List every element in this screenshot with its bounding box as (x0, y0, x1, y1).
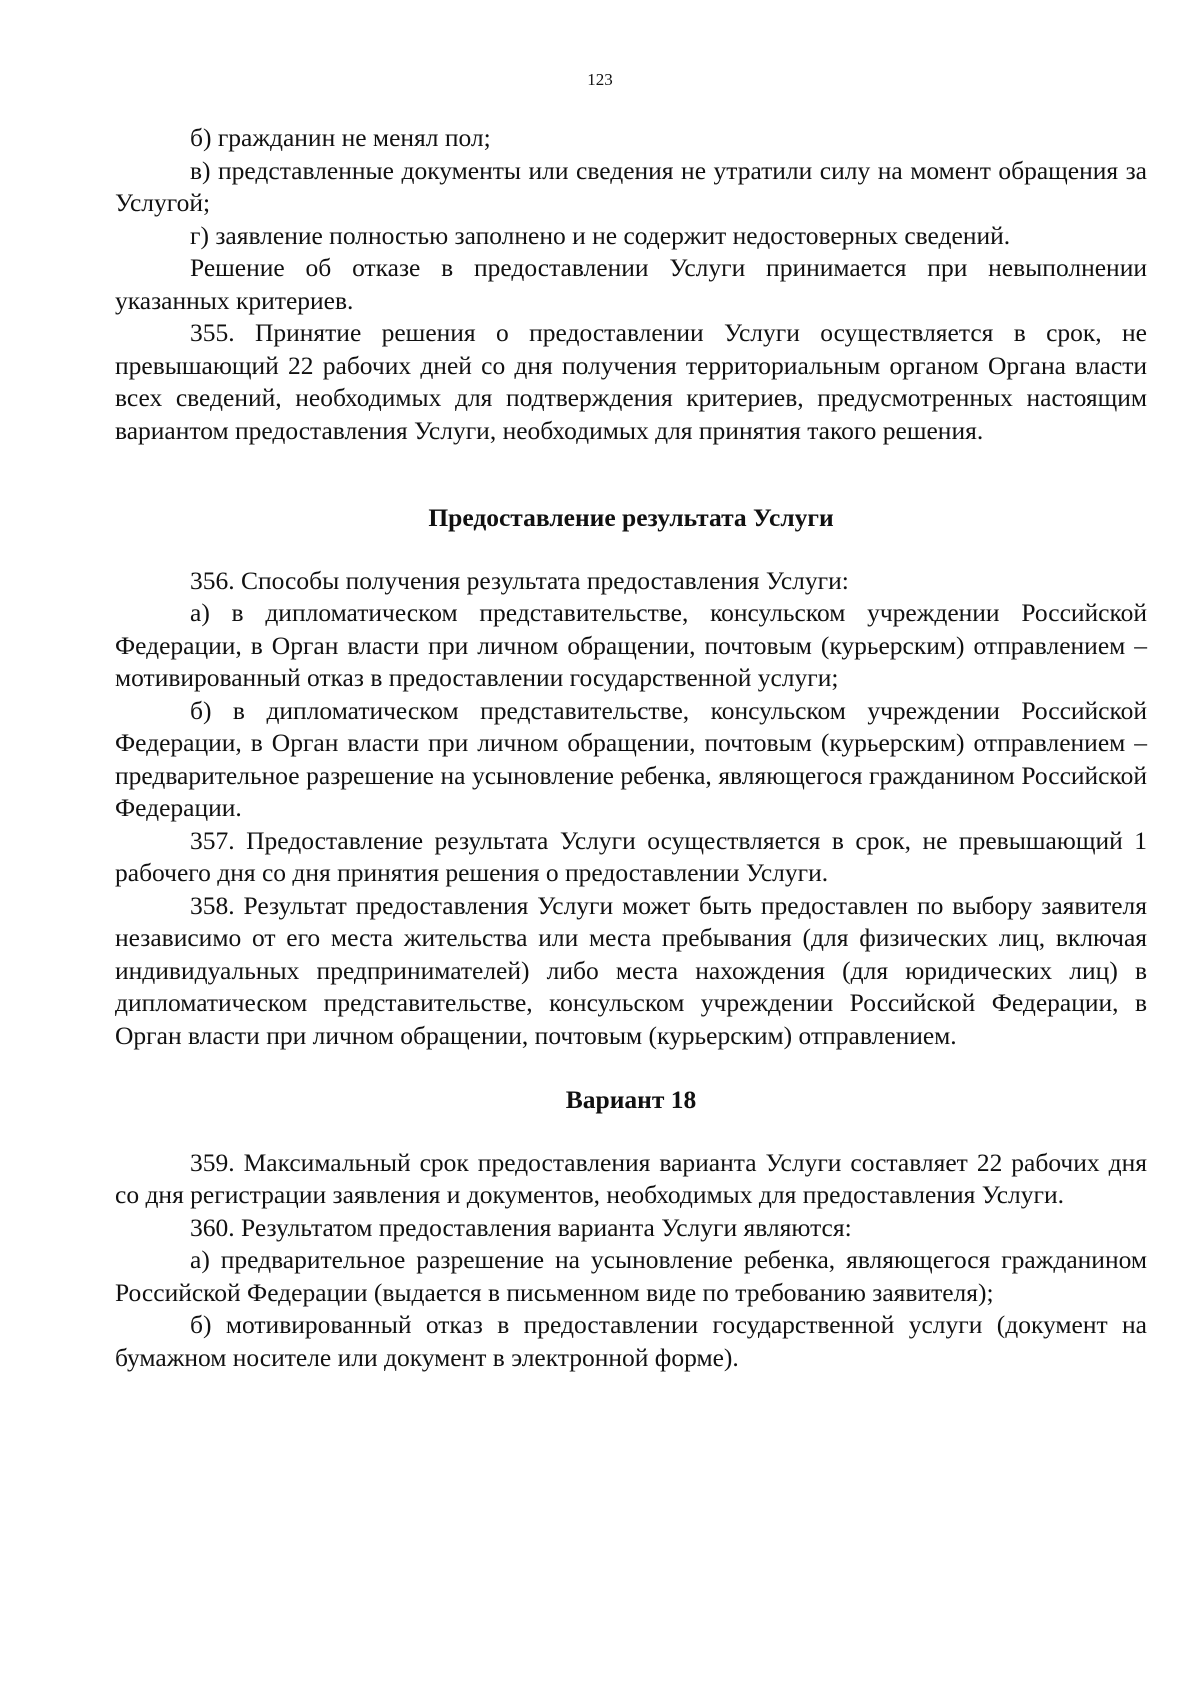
paragraph-v-documents-valid: в) представленные документы или сведения не утратили силу на момент обращения за Услугой; (115, 155, 1147, 217)
document-body (115, 122, 1147, 1374)
paragraph-357: 357. Предоставление результата Услуги осуществляется в срок, не превышающий 1 рабочего дня со дня принятия решения о предоставлении Услуги. (115, 825, 1147, 887)
section-heading-variant-18: Вариант 18 (565, 1085, 697, 1114)
paragraph-360-b: б) мотивированный отказ в предоставлении государственной услуги (документ на бумажном носителе или документ в электронной форме). (115, 1310, 1147, 1372)
paragraph-356: 356. Способы получения результата предоставления Услуги: (190, 565, 849, 595)
paragraph-358: 358. Результат предоставления Услуги может быть предоставлен по выбору заявителя независимо от его места жительства или места пребывания (для физических лиц, включая индивидуальных предпринимателей) либо места нахождения (для юридических лиц) в дипломатическом представительстве, консульском учреждении Российской Федерации, в Орган власти при личном обращении, почтовым (курьерским) отправлением. (115, 890, 1147, 1050)
paragraph-360-a: а) предварительное разрешение на усыновление ребенка, являющегося гражданином Российской Федерации (выдается в письменном виде по требованию заявителя); (115, 1245, 1147, 1307)
paragraph-g-application-complete: г) заявление полностью заполнено и не содержит недостоверных сведений. (190, 220, 1011, 250)
page-number: 123 (587, 70, 613, 89)
section-heading-result-provision: Предоставление результата Услуги (428, 503, 834, 532)
paragraph-refusal-decision: Решение об отказе в предоставлении Услуги принимается при невыполнении указанных критериев. (115, 253, 1147, 315)
paragraph-359: 359. Максимальный срок предоставления варианта Услуги составляет 22 рабочих дня со дня регистрации заявления и документов, необходимых для предоставления Услуги. (115, 1147, 1147, 1209)
paragraph-356-b: б) в дипломатическом представительстве, консульском учреждении Российской Федерации, в Орган власти при личном обращении, почтовым (курьерским) отправлением – предварительное разрешение на усыновление ребенка, являющегося гражданином Российской Федерации. (115, 695, 1147, 822)
paragraph-b-gender: б) гражданин не менял пол; (190, 123, 491, 152)
paragraph-355: 355. Принятие решения о предоставлении Услуги осуществляется в срок, не превышающий 22 рабочих дней со дня получения территориальным органом Органа власти всех сведений, необходимых для подтверждения критериев, предусмотренных настоящим вариантом предоставления Услуги, необходимых для принятия такого решения. (115, 318, 1147, 445)
paragraph-356-a: а) в дипломатическом представительстве, консульском учреждении Российской Федерации, в Орган власти при личном обращении, почтовым (курьерским) отправлением – мотивированный отказ в предоставлении государственной услуги; (115, 598, 1147, 692)
paragraph-360: 360. Результатом предоставления варианта Услуги являются: (190, 1212, 852, 1242)
